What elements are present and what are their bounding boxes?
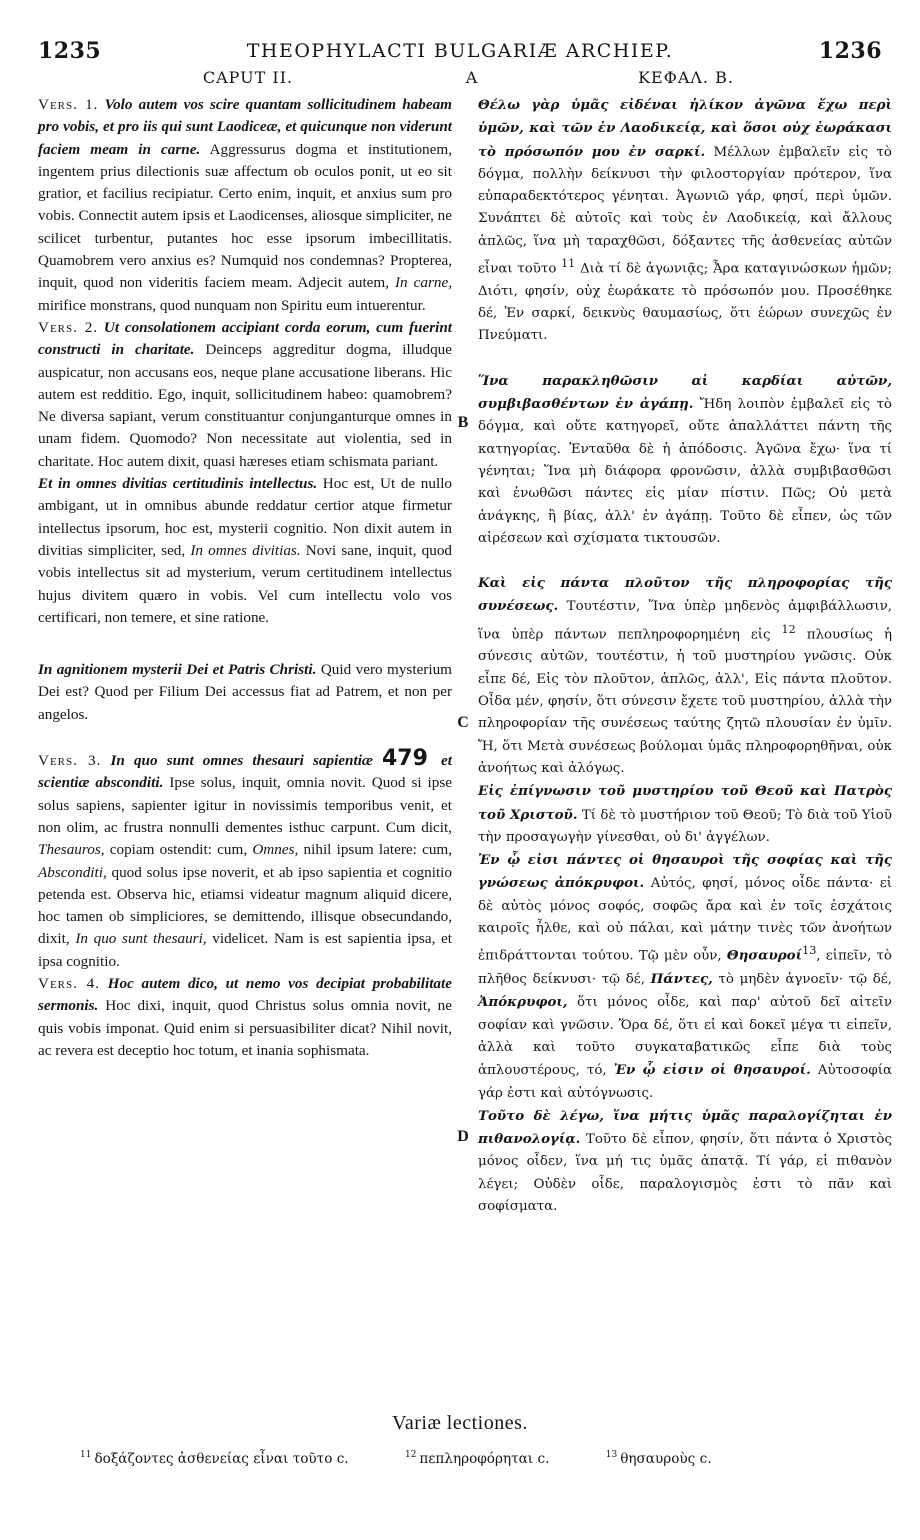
verse-label: Vers. 3. [38,752,102,770]
commentary-text: , εἰπεῖν, τὸ πλῆθος δείκνυσι· τῷ δέ, [478,948,892,988]
latin-paragraph-vers-2 [38,317,452,473]
latin-paragraph-vers-1 [38,94,452,317]
verse-label: Vers. 2. [38,318,99,336]
variant-note [405,1451,575,1467]
greek-paragraph-4 [478,780,892,849]
greek-paragraph-6 [478,1105,892,1218]
variant-readings [80,1450,880,1467]
footnote-ref: 12 [781,622,796,636]
spacer [38,629,452,659]
italic-phrase: Θησαυροί [726,947,803,964]
italic-phrase: Ἐν ᾧ εἰσιν οἱ θησαυροί. [613,1062,811,1079]
italic-phrase: Πάντες, [650,971,713,988]
verse-lemma: Ut consolationem accipiant corda eorum, cum fuerint constructi in charitate. [38,318,452,359]
spacer [478,348,892,370]
verse-label: Vers. 1. [38,96,99,113]
italic-phrase: In carne, [395,274,453,292]
column-number: 479 [382,746,428,772]
section-marker-a: A [465,68,479,87]
commentary-text: ὅτι μόνος οἶδε, καὶ παρ' αὐτοῦ δεῖ αἰτεῖν σοφίαν καὶ γνῶσιν. Ὅρα δέ, ὅτι εἰ καὶ δοκεῖ μέγα τι εἰπεῖν, ἀλλὰ καὶ τοῦτο συγκαταβατικῶς εἶπε διὰ τοὺς ἁπλουστέρους, τό, [478,995,892,1079]
commentary-text: Μέλλων ἐμβαλεῖν εἰς τὸ δόγμα, πολλὴν δείκνυσι τὴν φιλοστοργίαν πρότερον, ἵνα εὐπαραδεκτότερος γένηται. Ἀγωνιῶ γάρ, φησί, περὶ ὑμῶν. Συνάπτει δὲ αὐτοῖς καὶ τοὺς ἐν Λαοδικείᾳ, καὶ ἄλλους ἁπλῶς, ἵνα μὴ ταραχθῶσι, δόξαντες τῆς ἀσθενείας αὐτῶν εἶναι τοῦτο [478,144,892,277]
commentary-text: quod solus ipse noverit, et ab ipso sapientia et cognitio petenda est. Observa hic, etiamsi videatur magnum aliquid dicere, hoc tamen ob simpliciores, se demittendo, illisque obsecundando, dixit, [38,863,452,948]
greek-column [478,94,892,1218]
commentary-text: Διὰ τί δὲ ἀγωνιᾷς; Ἆρα καταγινώσκων ἡμῶν; Διότι, φησίν, οὐχ ἑωράκατε τὸ πρόσωπόν μου. Προσέθηκε δέ, Ἐν σαρκί, δεικνὺς θαυμασίως, ὅτι ἑώρων συνεχῶς ἐν Πνεύματι. [478,261,892,344]
chapter-heading-latin: CAPUT II. [202,68,294,87]
running-title: THEOPHYLACTI BULGARIÆ ARCHIEP. [246,40,674,62]
variae-lectiones-heading: Variæ lectiones. [392,1412,528,1434]
footnote-ref: 11 [561,257,576,271]
verse-lemma: Τοῦτο δὲ λέγω, ἵνα μήτις ὑμᾶς παραλογίζηται ἐν πιθανολογίᾳ. [478,1107,892,1148]
commentary-text: πλουσίως ἡ σύνεσις αὐτῶν, τουτέστιν, ἡ τοῦ μυστηρίου γνῶσις. Οὐκ εἶπε δέ, Εἰς τὸν πλοῦτον, ἁπλῶς, ἀλλ', Εἰς πάντα πλοῦτον. Οἶδα μέν, φησίν, ὅτι σύνεσιν ἔχετε τοῦ μυστηρίου, ἀλλὰ τὴν πληροφορίαν τῆς συνέσεως ταύτης ζητῶ πλουσίαν ἐν ὑμῖν. Ἤ, ὅτι Μετὰ συνέσεως βούλομαι ὑμᾶς πληροφορηθῆναι, οὐκ ἀνοήτως καὶ ἀλόγως. [478,627,892,776]
margin-letter-c: C [457,714,469,731]
greek-paragraph-1 [478,94,892,348]
commentary-text: Αὐτός, φησί, μόνος οἶδε πάντα· εἰ δὲ αὐτὸς μόνος σοφός, σοφῶς ἄρα καὶ ἐν τοῖς ἐσχάτοις καιροῖς ἦλθε, καὶ οὐ πάλαι, καὶ μάτην τινὲς τῶν ἀνοήτων ἐπιδράττονται τούτου. Τῷ μὲν οὖν, [478,876,892,964]
commentary-text: Quid vero mysterium Dei est? Quod per Filium Dei accessus fiat ad Patrem, et non per angelos. [38,661,452,723]
commentary-text: Deinceps aggreditur dogma, illudque auspicatur, non accusans eos, neque plane accusatione liberans. Hic autem est redditio. Ego, inquit, sollicitudinem habeo: quamobrem? Ne diversa sapiant, verum constituantur conjunganturque omnes in unam fidem. Quomodo? Non necessitate aut violentia, sed in charitate. Hoc autem dixit, quasi hæreses etiam schismata pariant. [38,341,452,470]
latin-paragraph-agnitionem [38,659,452,726]
chapter-heading-row [38,68,882,92]
greek-paragraph-2 [478,370,892,550]
margin-letter-b: B [457,414,469,431]
latin-paragraph-divitias [38,473,452,629]
chapter-heading-greek: ΚΕΦΑΛ. Β. [638,68,734,87]
verse-lemma: Ἵνα παρακληθῶσιν αἱ καρδίαι αὐτῶν, συμβιβασθέντων ἐν ἀγάπῃ. [478,372,892,413]
commentary-text: mirifice monstrans, quod nunquam non Spiritu eum intuerentur. [38,296,426,314]
commentary-text: Τουτέστιν, Ἵνα ὑπὲρ μηδενὸς ἀμφιβάλλωσιν, ἵνα ὑπὲρ πάντων πεπληροφορημένη εἰς [478,599,892,643]
verse-lemma: In agnitionem mysterii Dei et Patris Christi. [38,661,317,679]
variant-number: 13 [605,1450,618,1460]
commentary-text: Αὐτοσοφία γάρ ἐστι καὶ αὐτόγνωσις. [478,1063,892,1101]
verse-lemma: Et in omnes divitias certitudinis intellectus. [38,475,318,493]
commentary-text: nihil ipsum latere: cum, [303,841,453,859]
verse-label: Vers. 4. [38,974,100,992]
commentary-text: Novi sane, inquit, quod vobis intellectus sit ad mysterium, verum certitudinem intellectus hujus divitem quæro in vobis. Vel cum intellectu volo vos certificari, non temere, et sine ratione. [38,541,453,626]
variant-text: πεπληροφόρηται c. [419,1450,550,1467]
verse-lemma: Ἐν ᾧ εἰσι πάντες οἱ θησαυροὶ τῆς σοφίας καὶ τῆς γνώσεως ἀπόκρυφοι. [478,852,892,892]
variant-note [80,1451,375,1467]
footnote-ref: 13 [802,944,817,958]
commentary-text: Τοῦτο δὲ εἶπον, φησίν, ὅτι πάντα ὁ Χριστὸς μόνος οἶδεν, ἵνα μή τις ὑμᾶς ἀπατᾷ. Τί γάρ, εἰ πιθανὸν λέγει; Οὐδὲν οἶδε, παραλογισμὸς ἐστι τὸ πᾶν καὶ σοφίσματα. [478,1132,892,1215]
margin-letter-d: D [457,1128,469,1145]
italic-phrase: Ἀπόκρυφοι, [478,994,568,1011]
running-head [38,38,882,68]
latin-column [38,94,452,1062]
verse-lemma: Hoc autem dico, ut nemo vos decipiat probabilitate sermonis. [38,974,452,1015]
commentary-text: Τί δὲ τὸ μυστήριον τοῦ Θεοῦ; Τὸ διὰ τοῦ Υἱοῦ τὴν προσαγωγὴν γίνεσθαι, οὐ δι' ἀγγέλων. [478,807,892,845]
verse-lemma: Εἰς ἐπίγνωσιν τοῦ μυστηρίου τοῦ Θεοῦ καὶ Πατρὸς τοῦ Χριστοῦ. [478,783,892,823]
variant-note [606,1451,738,1467]
greek-paragraph-3 [478,572,892,780]
spacer [38,726,452,748]
commentary-text: Ipse solus, inquit, omnia novit. Quod si ipse solus sapiens, sapienter igitur in novissimis temporibus venit, et non olim, ac frustra nonnulli dementes isthuc carpunt. Cum dicit, [38,774,452,836]
variant-text: θησαυροὺς c. [620,1450,712,1467]
page-number-left: 1235 [38,38,102,64]
italic-phrase: Absconditi, [38,863,107,881]
variant-text: δοξάζοντες ἀσθενείας εἶναι τοῦτο c. [94,1450,349,1467]
latin-paragraph-vers-3 [38,748,452,973]
verse-lemma: In quo sunt omnes thesauri sapientiæ [110,752,373,770]
verse-lemma: Καὶ εἰς πάντα πλοῦτον τῆς πληροφορίας τῆς συνέσεως. [478,575,892,615]
commentary-text: Ἤδη λοιπὸν ἐμβαλεῖ εἰς τὸ δόγμα, καὶ οὔτε κατηγορεῖ, οὔτε ἀπαλλάττει πάντη τῆς κατηγορίας. Ἐνταῦθα δὲ ἡ ἀπόδοσις. Ἀγῶνα ἔχω· ἵνα τί γένηται; Ἵνα μὴ διάφορα φρονῶσιν, ἀλλὰ συμβιβασθῶσι καὶ ἑνωθῶσι πάντες εἰς μίαν πίστιν. Πῶς; Οὐ μετὰ ἀνάγκης, ἢ βίας, ἀλλ' ἐν ἀγάπῃ. Τοῦτο δὲ εἶπεν, ὡς τῶν αἱρέσεων καὶ σχίσματα τικτουσῶν. [478,397,892,546]
verse-lemma: Θέλω γὰρ ὑμᾶς εἰδέναι ἡλίκον ἀγῶνα ἔχω περὶ ὑμῶν, καὶ τῶν ἐν Λαοδικείᾳ, καὶ ὅσοι οὐχ ἑωράκασι τὸ πρόσωπόν μου ἐν σαρκί. [478,97,892,160]
italic-phrase: Thesauros, [38,841,105,859]
page-number-right: 1236 [818,38,882,64]
commentary-text: videlicet. Nam is est sapientia ipsa, et ipsa cognitio. [38,930,452,970]
verse-lemma: Volo autem vos scire quantam sollicitudinem habeam pro vobis, et pro iis qui sunt Laodiceæ, et quicunque non viderunt faciem meam in carne. [38,96,452,158]
commentary-text: Hoc est, Ut de nullo ambigant, ut in omnibus abunde reddatur certior atque firmetur intellectus ipsorum, hoc est, mysterii cognitio. Non dixit autem in divitias simpliciter, sed, [38,475,453,559]
variant-number: 12 [404,1450,417,1460]
variant-number: 11 [80,1450,92,1460]
latin-paragraph-vers-4 [38,973,452,1062]
commentary-text: τὸ μηδὲν ἀγνοεῖν· τῷ δέ, [718,972,892,988]
italic-phrase: In omnes divitias. [190,541,301,559]
italic-phrase: Omnes, [252,841,299,859]
spacer [478,550,892,572]
italic-phrase: In quo sunt thesauri, [75,930,207,948]
verse-lemma: et scientiæ absconditi. [38,752,452,792]
greek-paragraph-5 [478,849,892,1105]
commentary-text: Hoc dixi, inquit, quod Christus solus omnia novit, ne quis vobis imponat. Quid enim si persuasibiliter dicat? Nihil novit, ac revera est deceptio hoc totum, et inania sophismata. [38,997,453,1059]
commentary-text: copiam ostendit: cum, [109,841,248,859]
commentary-text: Aggressurus dogma et institutionem, ingentem prius dilectionis suæ affectum ob oculos ponit, ut eo sit gratior, et facilius recipiatur. Certo enim, inquit, et anxius sum pro vobis. Connectit autem ipsis et Laodicenses, aliosque simpliciter, ne scilicet turbentur, putantes hoc esse ipsorum imbecillitatis. Quamobrem vero anxius es? Numquid nos condemnas? Propterea, inquit, quod non videritis faciem meam. Adjecit autem, [38,140,453,292]
